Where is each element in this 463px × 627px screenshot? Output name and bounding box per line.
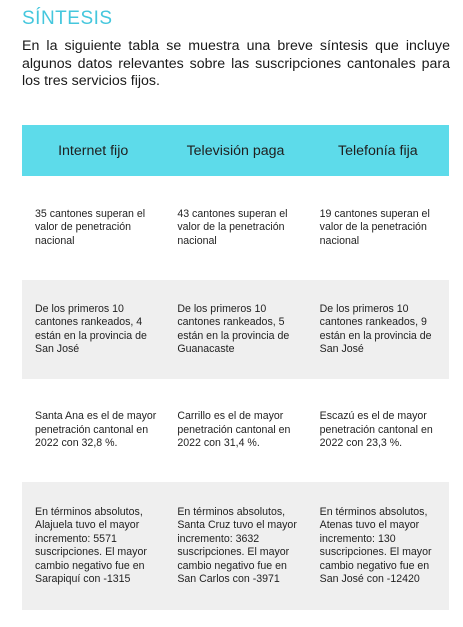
- table-cell: Escazú es el de mayor penetración cantonal en 2022 con 23,3 %.: [319, 410, 433, 450]
- table-row: [22, 280, 449, 379]
- header-telefonia-fija: Telefonía fija: [337, 142, 418, 159]
- table-cell: En términos absolutos, Atenas tuvo el mayor incremento: 130 suscripciones. El mayor cambio negativo fue en San José con -12420: [319, 505, 432, 585]
- intro-paragraph: En la siguiente tabla se muestra una breve síntesis que incluye algunos datos relevantes sobre las suscripciones cantonales para los tres servicios fijos.: [22, 38, 450, 89]
- header-internet-fijo: Internet fijo: [58, 142, 129, 159]
- table-cell: Santa Ana es el de mayor penetración cantonal en 2022 con 32,8 %.: [35, 410, 157, 450]
- table-cell: Carrillo es el de mayor penetración cantonal en 2022 con 31,4 %.: [177, 410, 291, 450]
- table-row: [22, 482, 449, 610]
- table-cell: 19 cantones superan el valor de la penetración nacional: [319, 207, 430, 247]
- summary-table: [22, 125, 449, 610]
- table-cell: De los primeros 10 cantones rankeados, 9 están en la provincia de San José: [319, 302, 432, 355]
- table-cell: De los primeros 10 cantones rankeados, 4 están en la provincia de San José: [35, 302, 147, 355]
- table-cell: 43 cantones superan el valor de la penetración nacional: [177, 207, 288, 247]
- table-cell: En términos absolutos, Santa Cruz tuvo el mayor incremento: 3632 suscripciones. El mayor cambio negativo fue en San Carlos con -3971: [177, 505, 297, 585]
- table-cell: En términos absolutos, Alajuela tuvo el mayor incremento: 5571 suscripciones. El mayor cambio negativo fue en Sarapiquí con -1315: [35, 505, 147, 585]
- table-cell: 35 cantones superan el valor de penetración nacional: [35, 207, 146, 247]
- table-cell: De los primeros 10 cantones rankeados, 5 están en la provincia de Guanacaste: [177, 302, 290, 355]
- table-row: [22, 379, 449, 482]
- table-header: [22, 125, 449, 176]
- header-television-paga: Televisión paga: [186, 142, 285, 159]
- section-title: SÍNTESIS: [22, 8, 113, 29]
- table-row: [22, 176, 449, 280]
